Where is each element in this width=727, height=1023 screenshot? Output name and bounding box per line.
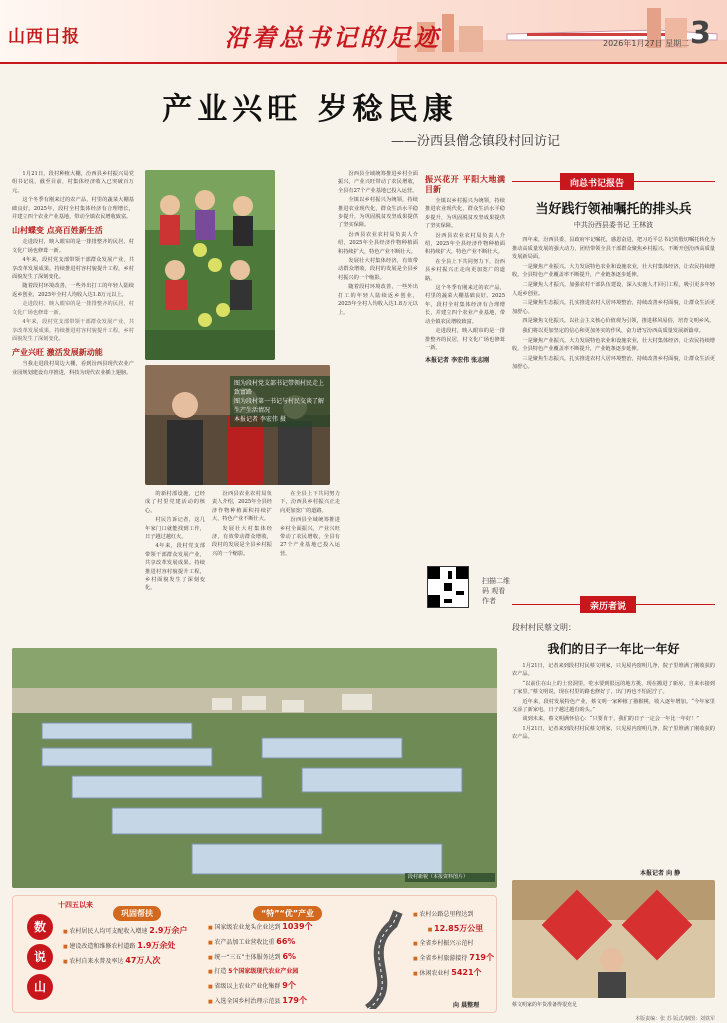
period-badge: 十四五以来	[58, 901, 93, 909]
masthead	[0, 0, 727, 62]
info-col3-list	[413, 908, 498, 981]
stats-infobox	[12, 895, 497, 1013]
issue-date: 2026年1月27日 星期二	[603, 39, 690, 48]
info-item: ■ 农村自来水普及率达 47万人次	[63, 954, 203, 969]
sidebar2-author: 本报记者 向 静	[640, 870, 681, 877]
paragraph: 汾西县农业农村局负责人介绍，2025年全县经济作物种植面积持续扩大，特色产业不断壮大。	[425, 232, 505, 256]
paragraph: 1月21日，段村种植大棚，汾西县乡村振兴局党组书记说，截至目前，村集体经济收入已突破百万元。	[12, 171, 134, 194]
paragraph: 一是聚焦产业振兴。大力发展特色农业和设施农业，壮大村集体经济，让农民持续增收。全县特色产业覆盖率不断提升，产业链条逐步延伸。	[512, 263, 715, 279]
paragraph: 这个冬季有刚来过的农产品，村里的蔬菜大棚基础良好。2025年，段村全村集体经济有合理增长，并建立四个农业产业基地，带动全镇农民增收致富。	[425, 285, 505, 325]
road-illustration	[358, 904, 408, 1009]
paragraph: “以前住在山上的土窑洞里，吃水要到很远的地方挑，现在搬进了新房，自来水接到了家里。”蔡文明说，现在村里的路也修好了，出门再也不怕泥泞了。	[512, 680, 715, 696]
paragraph: 汾西县农业农村局负责人介绍，2025年全县经济作物种植面积持续扩大，特色产业不断壮大。	[338, 231, 418, 255]
sidebar2-kicker: 段村村民蔡文明：	[512, 623, 576, 632]
harvest-photo	[145, 170, 275, 360]
label-char: 说	[27, 944, 53, 970]
paragraph: 四年来，汾西县委、县政府牢记嘱托，感恩奋进，把习近平总书记的殷切嘱托转化为推动高质量发展的强大动力，团结带领全县干部群众聚焦乡村振兴，不断开创汾西高质量发展新局面。	[512, 237, 715, 261]
label-char: 山	[27, 974, 53, 1000]
paragraph: 全镇以乡村振兴为统领，持续推进农业现代化，群众生活水平稳步提升，为巩固脱贫攻坚成果提供了坚实保障。	[425, 198, 505, 230]
paragraph: 村民告诉记者，这几年家门口就能找到工作，日子越过越红火。	[145, 517, 205, 541]
info-item: ■ 农产品加工业营收比重 66%	[208, 935, 358, 950]
greenhouse-photo	[12, 648, 497, 888]
info-item: ■ 农村公路总里程达到	[413, 908, 498, 922]
family-photo	[512, 880, 715, 998]
paragraph: 我们将以更加坚定的信心和更加务实的作风，奋力谱写汾西高质量发展新篇章。	[522, 327, 704, 334]
paragraph: 汾西县全域统筹推进乡村全面振兴，产业兴旺带动了农民增收，全县有27个产业基地已投入运营。	[338, 171, 418, 194]
paragraph: 发展壮大村集体经济，有效带动群众增收，段村的发展是全县乡村振兴的一个缩影。	[338, 258, 418, 281]
subhead-1: 山村蝶变 点亮百姓新生活	[12, 225, 103, 236]
paragraph: 1月21日，记者来到段村村民蔡文明家，只见屋内窗明几净，院子里堆满了刚收获的农产品。	[512, 663, 715, 678]
info-item: ■ 打造 5个国家级现代农业产业园	[208, 965, 358, 979]
paragraph: 三是聚焦生态振兴。扎实推进农村人居环境整治，持续改善乡村面貌，让群众生活更加舒心。	[512, 300, 715, 315]
info-item: ■ 统一“三五”主体服务达到 6%	[208, 950, 358, 965]
page-footer: 本版责编：张 苏 版式/制图：刘铁军	[635, 1016, 715, 1022]
paragraph: 的新村部设施，已经成了村里党建活动的核心。	[145, 491, 205, 514]
article-column-3b	[212, 490, 272, 640]
greenhouse-caption: 段村新貌（本报资料图片）	[405, 873, 495, 882]
caption-line: 图为段村第一书记与村民交谈了解生产生活情况	[234, 398, 325, 414]
info-subhead: ■ 全省乡村振兴示范村	[413, 937, 498, 951]
article-column-4	[425, 170, 505, 560]
paragraph: 这个冬季有刚来过的农产品，村里的蔬菜大棚基础良好。2025年，段村全村集体经济有合理增长，并建立四个农业产业基地，带动全镇农民增收致富。	[12, 197, 134, 221]
info-item-num: ■ 12.85万公里	[413, 922, 498, 937]
paragraph: 汾西县农业农村局负责人介绍，2025年全县经济作物种植面积持续扩大，特色产业不断壮大。	[212, 491, 272, 523]
info-col2-title: “特”“优”产业	[253, 906, 322, 921]
sidebar1-body	[512, 236, 715, 586]
info-col2-list	[208, 920, 358, 1009]
qr-caption: 扫描二维码 观看 作者	[482, 577, 510, 605]
caption-line: 本报记者 李宏伟 摄	[234, 416, 286, 423]
paragraph: 随着段村环境改善，一些外出打工的年轻人陆续返乡创业，2025年全村人均收入达1.8万元以上。	[12, 283, 134, 298]
paragraph: 四是聚焦文化振兴。以社会主义核心价值观为引领，推进移风易俗，培育文明乡风。	[522, 318, 715, 325]
info-item: ■ 入选全国乡村治理示范县 179个	[208, 994, 358, 1009]
paragraph: 全镇以乡村振兴为统领，持续推进农业现代化，群众生活水平稳步提升，为巩固脱贫攻坚成果提供了坚实保障。	[338, 197, 418, 229]
info-item: ■ 农村居民人均可支配收入增速 2.9万余户	[63, 924, 203, 939]
caption-line: 图为段村党支部书记带领村民走上致富路	[234, 380, 325, 396]
paragraph: 走进段村，映入眼帘的是一排排整齐的民居，村文化广场也修葺一新。	[425, 328, 505, 351]
subhead-3: 振兴花开 平阳大地满目新	[425, 174, 505, 194]
skyline-illustration	[397, 0, 727, 62]
info-item: ■ 国家级农业龙头企业达到 1039个	[208, 920, 358, 935]
article-title: 产业兴旺 岁稔民康	[162, 92, 458, 127]
info-col1-list	[63, 924, 203, 969]
paragraph: 走进段村，映入眼帘的是一排排整齐的民居，村文化广场也修葺一新。	[12, 301, 134, 316]
reporter-byline: 本报记者 李宏伟 张志刚	[425, 357, 490, 365]
page-number: 3	[690, 16, 711, 51]
paragraph: 随着段村环境改善，一些外出打工的年轻人陆续返乡创业，2025年全村人均收入达1.8万元以上。	[338, 284, 418, 316]
paragraph: 在全县上下共同努力下，汾西县乡村振兴正走向更加宽广的道路。	[280, 491, 340, 514]
sidebar2-body	[512, 662, 715, 867]
vertical-label	[27, 914, 53, 1004]
paragraph: 在全县上下共同努力下，汾西县乡村振兴正走向更加宽广的道路。	[425, 258, 505, 282]
paragraph: 4年来，段村党支部带领干部群众发展产业，共享改革发展成果。持续推进村容村貌提升工程，乡村面貌发生了深刻变化。	[12, 257, 134, 281]
sidebar2-title: 我们的日子一年比一年好	[547, 642, 680, 656]
qr-code[interactable]	[427, 566, 469, 608]
subhead-2: 产业兴旺 激活发展新动能	[12, 347, 103, 358]
section-tab-report: 向总书记报告	[560, 173, 634, 190]
paragraph: 发展壮大村集体经济，有效带动群众增收，段村的发展是全县乡村振兴的一个缩影。	[212, 525, 272, 557]
info-col1-title: 巩固帮扶	[113, 906, 161, 921]
infobox-author: 向 晨整理	[453, 1002, 480, 1009]
paragraph: 近年来，段村发展特色产业，蔡文明一家种植了猕猴桃，收入逐年增加。“今年家里又添了新家电，日子越过越有盼头。”	[512, 698, 715, 714]
paragraph: 三是聚焦生态振兴。扎实推进农村人居环境整治，持续改善乡村面貌，让群众生活更加舒心。	[512, 355, 715, 371]
sidebar1-byline: 中共汾西县委书记 王林波	[573, 221, 654, 229]
paragraph: 一是聚焦产业振兴。大力发展特色农业和设施农业，壮大村集体经济，让农民持续增收。全县特色产业覆盖率不断提升，产业链条逐步延伸。	[512, 337, 715, 353]
column-slogan: 沿着总书记的足迹	[225, 23, 441, 52]
paragraph: 二是聚焦人才振兴。加强农村干部队伍建设，深入实施人才回引工程，吸引更多年轻人返乡创业。	[512, 281, 715, 297]
newspaper-logo: 山西日报	[8, 27, 80, 47]
article-subtitle: ——汾西县僧念镇段村回访记	[390, 134, 560, 149]
article-column-1	[12, 170, 134, 645]
info-item: ■ 建设改造和维修农村道路 1.9万余处	[63, 939, 203, 954]
portrait-caption	[230, 376, 330, 427]
article-column-2b	[145, 490, 205, 640]
paragraph: 4年来，段村党支部带领干部群众发展产业，共享改革发展成果。持续推进村容村貌提升工程，乡村面貌发生了深刻变化。	[145, 543, 205, 592]
article-column-4b	[280, 490, 340, 640]
article-column-3	[338, 170, 418, 640]
info-item: ■ 休闲农业村 5421个	[413, 966, 498, 981]
family-photo-caption: 蔡文明家的年货准备得很充足	[512, 1002, 578, 1008]
info-item: ■ 全省乡村旅游接待 719个	[413, 951, 498, 966]
section-tab-witness: 亲历者说	[580, 596, 636, 613]
sidebar1-title: 当好践行领袖嘱托的排头兵	[535, 202, 692, 217]
paragraph: 当我走进段村周边大棚，看到汾西县现代农业产业园规划建设有序推进，科技为现代农业插上翅膀。	[12, 361, 134, 376]
paragraph: 1月21日，记者来到段村村民蔡文明家，只见屋内窗明几净，院子里堆满了刚收获的农产品。	[512, 725, 715, 741]
paragraph: 谈到未来，蔡文明满怀信心：“只要肯干，我们的日子一定会一年比一年好！”	[522, 716, 699, 723]
label-char: 数	[27, 914, 53, 940]
info-item: ■ 省级以上农业产业化集群 9个	[208, 979, 358, 994]
paragraph: 走进段村，映入眼帘的是一排排整齐的民居，村文化广场也修葺一新。	[12, 239, 134, 254]
paragraph: 汾西县全域统筹推进乡村全面振兴，产业兴旺带动了农民增收，全县有27个产业基地已投入运营。	[280, 517, 340, 557]
paragraph: 4年来，段村党支部带领干部群众发展产业，共享改革发展成果。持续推进村容村貌提升工程，乡村面貌发生了深刻变化。	[12, 319, 134, 342]
masthead-rule	[0, 62, 727, 64]
